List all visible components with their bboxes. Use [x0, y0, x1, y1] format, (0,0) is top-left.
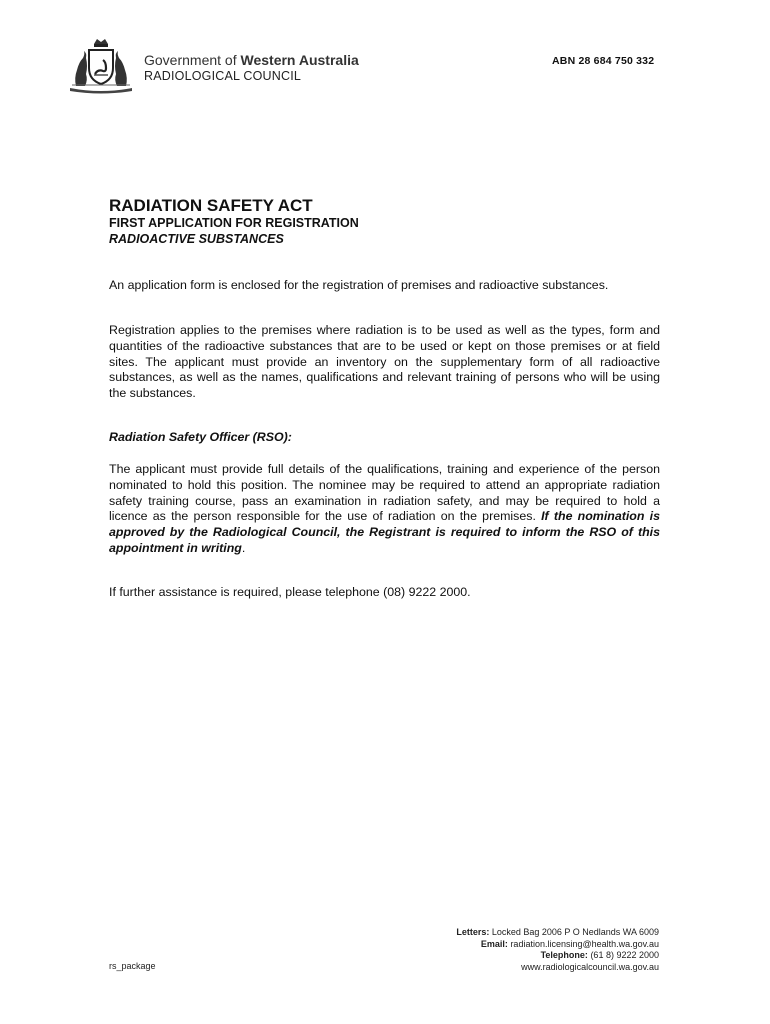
abn-number: ABN 28 684 750 332	[552, 55, 655, 67]
document-category: RADIOACTIVE SUBSTANCES	[109, 232, 284, 246]
package-id: rs_package	[109, 961, 156, 971]
contact-footer	[456, 927, 659, 973]
gov-prefix: Government of	[144, 52, 237, 68]
government-name	[144, 52, 359, 68]
footer-web: www.radiologicalcouncil.wa.gov.au	[521, 961, 659, 972]
email-label: Email:	[480, 938, 508, 949]
rso-heading: Radiation Safety Officer (RSO):	[109, 430, 292, 444]
rso-text: The applicant must provide full details of the qualifications, training and experience of the person nominated to hold this position. The nominee may be required to attend an appropriate radiation safety training course, pass an examination in radiation safety, and may be required to hold a licence as the person responsible for the use of radiation on the premises.	[109, 462, 660, 524]
rso-paragraph	[109, 462, 660, 557]
document-subtitle: FIRST APPLICATION FOR REGISTRATION	[109, 216, 359, 230]
phone-value: (61 8) 9222 2000	[590, 950, 659, 961]
rso-end: .	[241, 540, 246, 555]
footer-phone	[456, 950, 659, 962]
wa-coat-of-arms-logo	[68, 38, 134, 94]
assistance-paragraph: If further assistance is required, please telephone (08) 9222 2000.	[109, 585, 471, 599]
registration-paragraph: Registration applies to the premises where radiation is to be used as well as the types, form and quantities of the radioactive substances that are to be used or kept on those premises or at field sites. The applicant must provide an inventory on the supplementary form of all radioactive substances, as well as the names, qualifications and relevant training of persons who will be using the substances.	[109, 323, 660, 401]
gov-state: Western Australia	[240, 52, 359, 68]
phone-label: Telephone:	[540, 950, 588, 961]
letters-label: Letters:	[456, 927, 490, 937]
council-name: RADIOLOGICAL COUNCIL	[144, 69, 302, 83]
email-value: radiation.licensing@health.wa.gov.au	[510, 938, 659, 949]
intro-paragraph: An application form is enclosed for the registration of premises and radioactive substances.	[109, 278, 609, 292]
letters-value: Locked Bag 2006 P O Nedlands WA 6009	[491, 927, 659, 937]
rso-emphasis: If the nomination is approved by the Radiological Council, the Registrant is required to inform the RSO of this appointment in writing	[109, 509, 660, 555]
footer-email	[456, 939, 659, 951]
footer-letters	[456, 927, 659, 939]
document-title: RADIATION SAFETY ACT	[109, 196, 313, 215]
